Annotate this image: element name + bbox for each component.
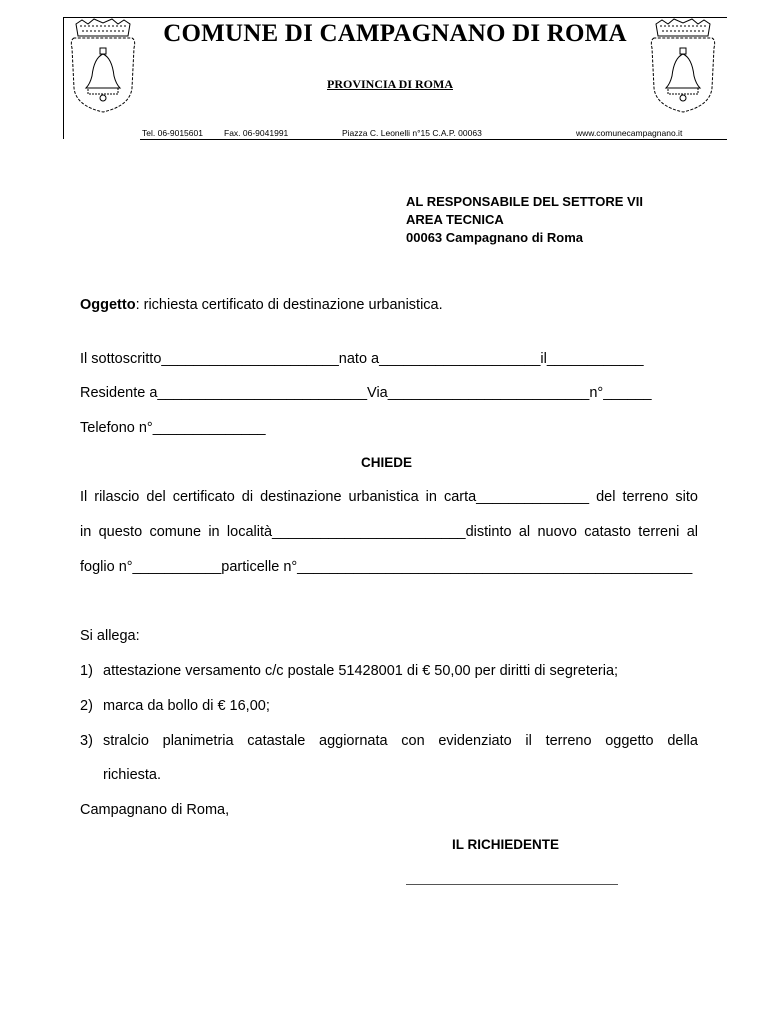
residence-field[interactable]: Residente a__________________________Via_________________________n°______: [80, 385, 652, 401]
website-link[interactable]: www.comunecampagnano.it: [576, 128, 683, 138]
place-date-field[interactable]: Campagnano di Roma,: [80, 802, 230, 818]
province-subtitle: PROVINCIA DI ROMA: [327, 77, 453, 91]
subject-label: Oggetto: [80, 297, 136, 313]
addressee-line: AL RESPONSABILE DEL SETTORE VII: [406, 194, 643, 209]
word: in: [208, 524, 220, 540]
word: il: [525, 733, 532, 749]
header-border-top: [63, 17, 727, 18]
word: catasto: [584, 524, 631, 540]
addressee-line: AREA TECNICA: [406, 212, 504, 227]
addressee-line: 00063 Campagnano di Roma: [406, 230, 583, 245]
word: planimetria: [162, 733, 234, 749]
word: Il: [80, 489, 88, 505]
word: comune: [149, 524, 202, 540]
list-item: attestazione versamento c/c postale 51428001 di € 50,00 per diritti di segreteria;: [103, 663, 619, 679]
request-line-1[interactable]: [80, 489, 698, 505]
request-line-2[interactable]: [80, 524, 698, 540]
paper-type-field[interactable]: carta______________: [443, 489, 590, 505]
list-item-continuation: richiesta.: [103, 767, 162, 783]
word: terreno: [622, 489, 669, 505]
word: della: [667, 733, 698, 749]
subject-text: : richiesta certificato di destinazione urbanistica.: [135, 297, 443, 313]
coat-of-arms-left-icon: [68, 18, 138, 114]
word: in: [80, 524, 92, 540]
municipality-title: COMUNE DI CAMPAGNANO DI ROMA: [163, 20, 627, 47]
word: aggiornata: [319, 733, 388, 749]
word: urbanistica: [348, 489, 419, 505]
word: stralcio: [103, 733, 149, 749]
signature-label: IL RICHIEDENTE: [452, 837, 560, 852]
list-number: 1): [80, 663, 93, 679]
addressee-block: [406, 193, 643, 247]
word: del: [146, 489, 166, 505]
locality-field[interactable]: località________________________distinto: [226, 524, 512, 540]
word: questo: [98, 524, 143, 540]
word: catastale: [247, 733, 306, 749]
list-number: 3): [80, 733, 93, 749]
subject-line: [80, 297, 443, 313]
word: evidenziato: [438, 733, 512, 749]
fax-number: Fax. 06-9041991: [224, 128, 289, 138]
word: certificato: [172, 489, 235, 505]
word: in: [425, 489, 437, 505]
word: sito: [675, 489, 698, 505]
signature-line[interactable]: [406, 884, 618, 885]
word: al: [686, 524, 698, 540]
word: terreni: [638, 524, 680, 540]
list-item: marca da bollo di € 16,00;: [103, 698, 270, 714]
word: con: [401, 733, 425, 749]
list-item: [103, 733, 698, 749]
header-border-left: [63, 17, 64, 139]
request-heading: CHIEDE: [361, 455, 413, 470]
word: al: [518, 524, 531, 540]
word: terreno: [545, 733, 592, 749]
list-number: 2): [80, 698, 93, 714]
word: destinazione: [260, 489, 342, 505]
word: nuovo: [537, 524, 577, 540]
sheet-parcel-field[interactable]: foglio n°___________particelle n°_________________________________________________: [80, 559, 693, 575]
office-address: Piazza C. Leonelli n°15 C.A.P. 00063: [342, 128, 482, 138]
header-border-bottom: [140, 139, 727, 140]
phone-number: Tel. 06-9015601: [142, 128, 203, 138]
phone-field[interactable]: Telefono n°______________: [80, 420, 266, 436]
word: rilascio: [94, 489, 140, 505]
word: di: [241, 489, 254, 505]
coat-of-arms-right-icon: [648, 18, 718, 114]
word: oggetto: [605, 733, 654, 749]
word: del: [596, 489, 616, 505]
applicant-name-field[interactable]: Il sottoscritto______________________nato a____________________il____________: [80, 351, 644, 367]
attachments-heading: Si allega:: [80, 628, 140, 644]
